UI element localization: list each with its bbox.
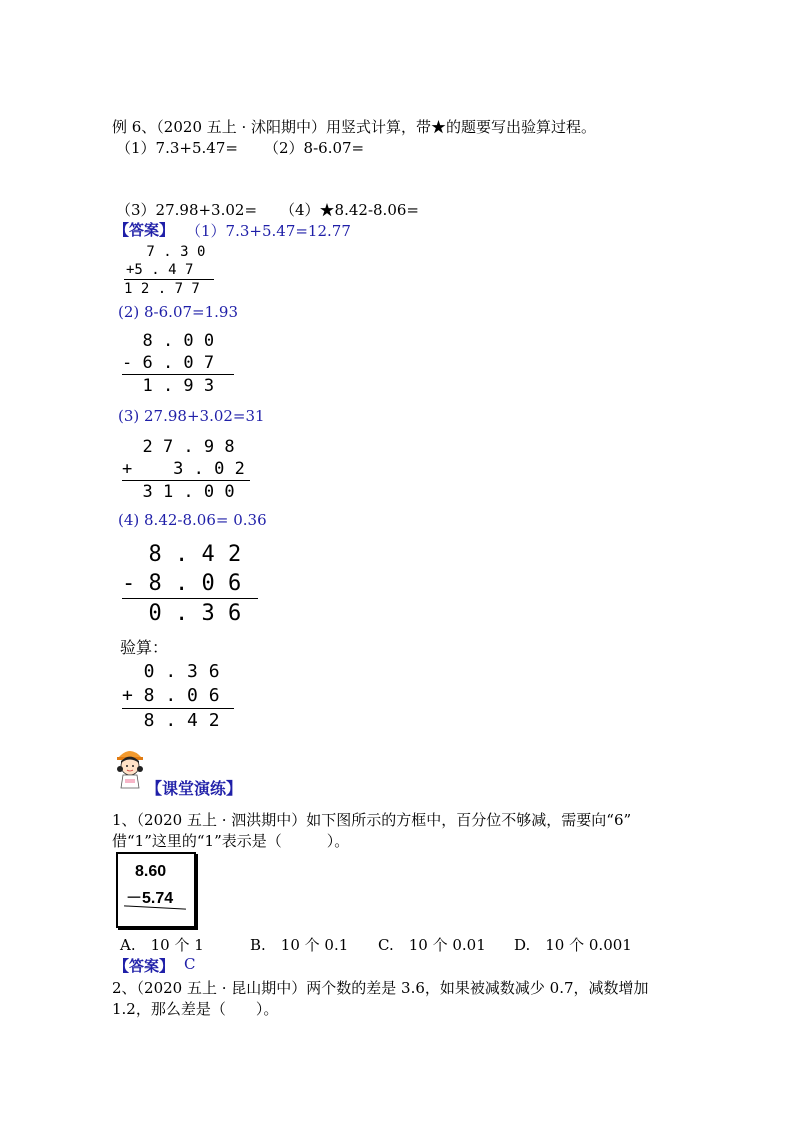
vertical-calc-1 [124,243,214,298]
girl-avatar-icon [112,744,148,790]
answer-3: (3) 27.98+3.02=31 [118,407,265,425]
option-a: A. 10 个 1 [120,936,204,954]
calc-result-row: 1 2 . 7 7 [124,279,214,298]
practice-1-line-2: 借“1”这里的“1”表示是（ ）。 [112,832,350,850]
verify-label: 验算： [120,638,169,657]
example-title: 例 6、（2020 五上 · 沭阳期中）用竖式计算，带★的题要写出验算过程。 [112,118,597,136]
answer-tag: 【答案】 [114,221,175,239]
calc-result-row: 0 . 3 6 [122,598,258,628]
option-d: D. 10 个 0.001 [514,936,632,954]
calc-row: 7 . 3 0 [138,244,206,260]
calc-row: - 8 . 0 6 [122,571,242,596]
calc-row: - 6 . 0 7 [122,353,215,373]
calc-result-row: 1 . 9 3 [122,374,234,397]
question-3: （3）27.98+3.02= [116,201,258,219]
practice-1-answer-tag: 【答案】 [114,957,175,975]
practice-heading: 【课堂演练】 [146,779,243,798]
calc-row: +5 . 4 7 [126,262,194,278]
practice-1-line-1: 1、（2020 五上 · 泗洪期中）如下图所示的方框中，百分位不够减，需要向“6” [112,811,632,829]
practice-1-answer: C [184,955,196,973]
answer-1: （1）7.3+5.47=12.77 [186,222,351,240]
calc-result-row: 8 . 4 2 [122,708,234,733]
calc-result-row: 3 1 . 0 0 [122,480,250,503]
box-minuend: 8.60 [135,863,167,880]
calc-row: 0 . 3 6 [122,661,220,682]
box-subtrahend: －5.74 [126,890,174,907]
question-4: （4）★8.42-8.06= [280,201,419,219]
question-1: （1）7.3+5.47= [116,139,238,157]
option-b: B. 10 个 0.1 [250,936,349,954]
option-c: C. 10 个 0.01 [378,936,486,954]
calc-row: 8 . 0 0 [122,331,215,351]
calc-row: + 3 . 0 2 [122,459,245,479]
question-2: （2）8-6.07= [264,139,365,157]
calc-row: + 8 . 0 6 [122,685,220,706]
calc-row: 2 7 . 9 8 [122,437,235,457]
vertical-calc-2 [122,330,234,397]
answer-4: (4) 8.42-8.06= 0.36 [118,511,267,529]
answer-2: (2) 8-6.07=1.93 [118,303,238,321]
vertical-calc-4 [122,540,258,628]
calc-row: 8 . 4 2 [122,542,242,567]
vertical-calc-verify [122,660,234,733]
vertical-calc-3 [122,436,250,503]
practice-2-line-1: 2、（2020 五上 · 昆山期中）两个数的差是 3.6，如果被减数减少 0.7，减数增加 [112,979,649,997]
practice-2-line-2: 1.2，那么差是（ ）。 [112,1000,279,1018]
subtraction-box-figure [116,852,196,928]
